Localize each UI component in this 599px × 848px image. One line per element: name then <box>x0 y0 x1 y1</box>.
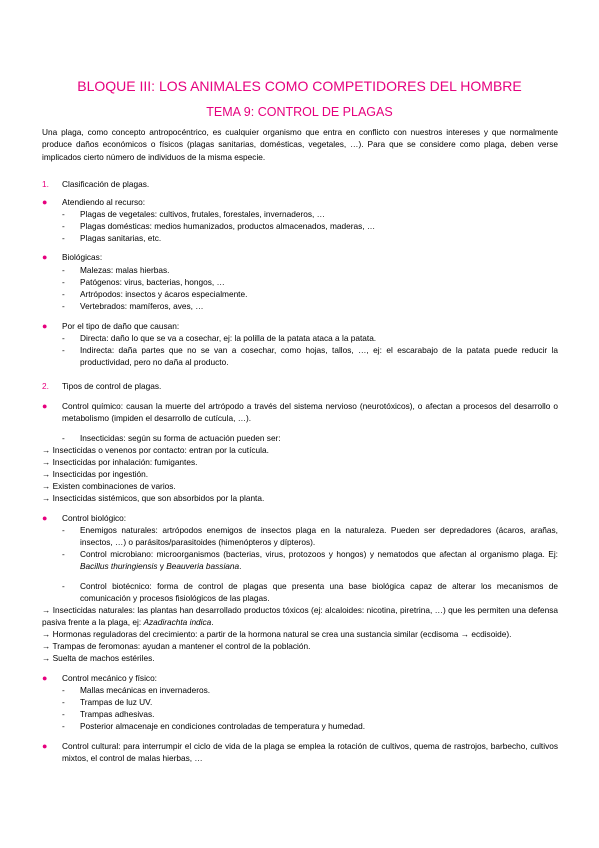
list-heading: Biológicas: <box>62 252 103 262</box>
species-name: Beauveria bassiana <box>166 561 240 572</box>
section-number: 2. <box>42 381 49 391</box>
list-item: Vertebrados: mamíferos, aves, … <box>80 301 204 311</box>
dash-icon: - <box>62 721 65 731</box>
list-heading: Control mecánico y físico: <box>62 673 157 683</box>
list-item: Artrópodos: insectos y ácaros especialmente. <box>80 289 248 299</box>
list-item: Trampas de luz UV. <box>80 697 153 707</box>
list-item: Plagas sanitarias, etc. <box>80 233 162 243</box>
section-number: 1. <box>42 179 49 189</box>
section-heading: Tipos de control de plagas. <box>62 381 162 391</box>
dash-icon: - <box>62 333 65 343</box>
list-heading: Por el tipo de daño que causan: <box>62 321 180 331</box>
arrow-item: → Trampas de feromonas: ayudan a mantener el control de la población. <box>42 641 311 651</box>
species-name: Azadirachta indica <box>143 617 212 628</box>
arrow-item: → Insecticidas o venenos por contacto: entran por la cutícula. <box>42 445 269 455</box>
arrow-item: → Insecticidas sistémicos, que son absorbidos por la planta. <box>42 493 265 503</box>
bullet-icon: ● <box>42 321 48 331</box>
arrow-item: → Insecticidas por inhalación: fumigantes. <box>42 457 198 467</box>
arrow-item: → Hormonas reguladoras del crecimiento: a partir de la hormona natural se crea una sustancia similar (ecdisoma → ecdisoide). <box>42 629 512 639</box>
section-heading: Clasificación de plagas. <box>62 179 150 189</box>
list-item: Insecticidas: según su forma de actuación pueden ser: <box>80 433 281 443</box>
dash-icon: - <box>62 301 65 311</box>
paragraph-cultural: Control cultural: para interrumpir el ciclo de vida de la plaga se emplea la rotación de cultivos, quema de rastrojos, barbecho, cultivos mixtos, el control de malas hierbas, … <box>62 741 558 764</box>
dash-icon: - <box>62 345 65 355</box>
bullet-icon: ● <box>42 401 48 411</box>
text-run: Control microbiano: microorganismos (bacterias, virus, protozoos y hongos) y nematodos que afectan al organismo plaga. Ej: <box>80 549 558 559</box>
bullet-icon: ● <box>42 513 48 523</box>
arrow-item <box>42 604 558 629</box>
paragraph-biotecnico: Control biotécnico: forma de control de plagas que presenta una base biológica capaz de alterar los mecanismos de comunicación y procesos fisiológicos de las plagas. <box>80 581 558 604</box>
arrow-item: → Insecticidas por ingestión. <box>42 469 149 479</box>
list-item: Plagas de vegetales: cultivos, frutales, forestales, invernaderos, … <box>80 209 325 219</box>
bullet-icon: ● <box>42 673 48 683</box>
text-run: y <box>157 561 167 572</box>
paragraph-enemigos: Enemigos naturales: artrópodos enemigos de insectos plaga en la naturaleza. Pueden ser depredadores (ácaros, arañas, insectos, …) o parásitos/parasitoides (himenópteros y dípteros). <box>80 525 558 548</box>
text-run: . <box>211 617 214 628</box>
dash-icon: - <box>62 709 65 719</box>
list-item: Mallas mecánicas en invernaderos. <box>80 685 211 695</box>
list-item: Indirecta: daña partes que no se van a cosechar, como hojas, tallos, …, ej: el escarabajo de la patata puede reducir la productividad, pero no daña al producto. <box>80 345 558 368</box>
paragraph-quimico: Control químico: causan la muerte del artrópodo a través del sistema nervioso (neurotóxicos), o afectan a procesos del desarrollo o metabolismo (impiden el desarrollo de cutícula, …). <box>62 401 558 424</box>
bullet-icon: ● <box>42 252 48 262</box>
dash-icon: - <box>62 581 65 591</box>
bullet-icon: ● <box>42 741 48 751</box>
dash-icon: - <box>62 221 65 231</box>
arrow-item: → Existen combinaciones de varios. <box>42 481 176 491</box>
dash-icon: - <box>62 209 65 219</box>
list-item: Patógenos: virus, bacterias, hongos, … <box>80 277 225 287</box>
list-item: Plagas domésticas: medios humanizados, productos almacenados, maderas, … <box>80 221 376 231</box>
dash-icon: - <box>62 549 65 559</box>
list-item: Directa: daño lo que se va a cosechar, ej: la polilla de la patata ataca a la patata. <box>80 333 377 343</box>
page-subtitle: TEMA 9: CONTROL DE PLAGAS <box>206 105 393 119</box>
dash-icon: - <box>62 433 65 443</box>
paragraph-microbiano <box>80 548 558 573</box>
species-name: Bacillus thuringiensis <box>80 561 158 572</box>
dash-icon: - <box>62 697 65 707</box>
list-heading: Control biológico: <box>62 513 127 523</box>
list-item: Malezas: malas hierbas. <box>80 265 170 275</box>
bullet-icon: ● <box>42 197 48 207</box>
dash-icon: - <box>62 289 65 299</box>
list-heading: Atendiendo al recurso: <box>62 197 146 207</box>
page-title: BLOQUE III: LOS ANIMALES COMO COMPETIDORES DEL HOMBRE <box>77 78 522 94</box>
list-item: Posterior almacenaje en condiciones controladas de temperatura y humedad. <box>80 721 366 731</box>
dash-icon: - <box>62 685 65 695</box>
text-run: → Insecticidas naturales: las plantas han desarrollado productos tóxicos (ej: alcaloides: nicotina, piretrina, …) que les permiten una defensa pasiva frente a la plaga, ej: <box>42 605 558 628</box>
intro-paragraph: Una plaga, como concepto antropocéntrico, es cualquier organismo que entra en conflicto con nuestros intereses y que normalmente produce daños económicos o físicos (plagas sanitarias, domésticas, vegetales, …). Para que se considere como plaga, deben verse implicados cierto número de individuos de la misma especie. <box>42 127 558 162</box>
arrow-item: → Suelta de machos estériles. <box>42 653 155 663</box>
text-run: . <box>239 561 242 572</box>
dash-icon: - <box>62 277 65 287</box>
dash-icon: - <box>62 233 65 243</box>
list-item: Trampas adhesivas. <box>80 709 155 719</box>
dash-icon: - <box>62 265 65 275</box>
dash-icon: - <box>62 525 65 535</box>
